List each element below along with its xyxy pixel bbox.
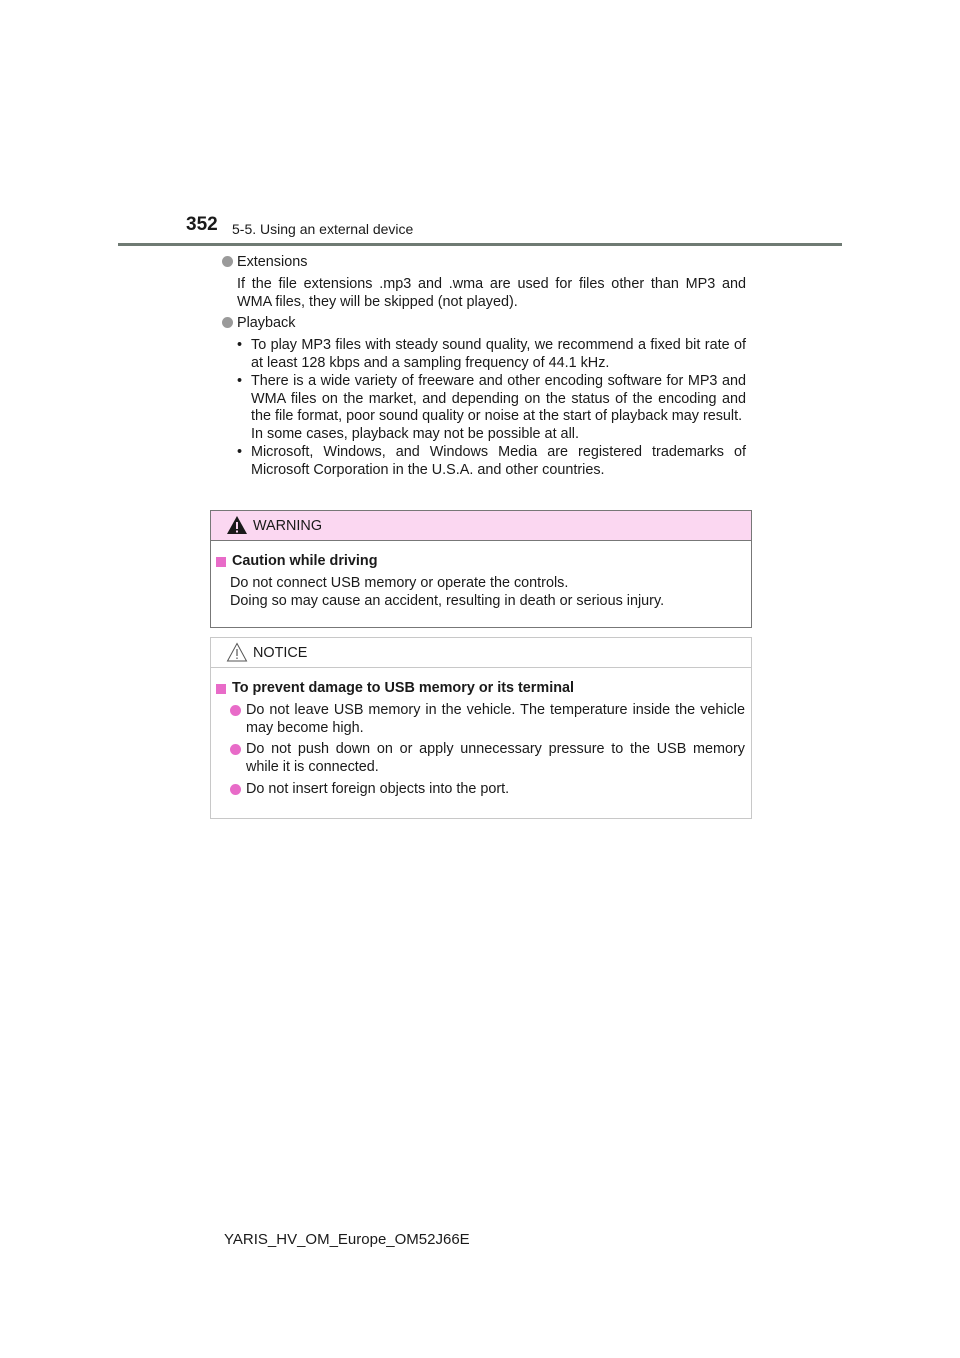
notice-item [216,702,751,738]
sub-item-text: There is a wide variety of freeware and other encoding software for MP3 and WMA files on the market, and depending on the status of the encoding and the file format, poor sound quality or noise at the start of playback may result. [251,372,746,425]
notice-triangle-icon [226,642,248,662]
warning-text: Doing so may cause an accident, resulting in death or serious injury. [230,592,665,609]
sub-bullet: • [237,443,243,460]
sub-item-text: In some cases, playback may not be possible at all. [251,426,579,443]
sub-item [237,444,746,480]
square-bullet-icon [216,557,226,567]
notice-heading: To prevent damage to USB memory or its terminal [232,680,574,696]
list-item-playback [222,315,746,479]
notice-body [211,668,751,799]
pink-bullet-icon [230,784,241,795]
sub-item-text: Microsoft, Windows, and Windows Media are registered trademarks of Microsoft Corporation in the U.S.A. and other countries. [251,443,746,478]
item-text: If the file extensions .mp3 and .wma are used for files other than MP3 and WMA files, they will be skipped (not played). [237,275,746,310]
notice-box [210,637,752,819]
sub-bullet: • [237,337,243,354]
item-title: Playback [237,315,296,332]
warning-triangle-icon [226,515,248,535]
warning-label: WARNING [253,518,323,534]
pink-bullet-icon [230,744,241,755]
square-bullet-icon [216,684,226,694]
main-content [222,254,746,484]
sub-item-text: To play MP3 files with steady sound quality, we recommend a fixed bit rate of at least 128 kbps and a sampling frequency of 44.1 kHz. [251,337,746,371]
warning-text: Do not connect USB memory or operate the controls. [230,574,569,591]
warning-box [210,510,752,628]
bullet-icon [222,317,233,328]
warning-body [211,541,751,610]
section-title: 5-5. Using an external device [232,221,414,237]
header-rule [118,243,842,246]
warning-header [211,511,751,541]
notice-item [216,741,751,777]
notice-label: NOTICE [253,645,308,661]
sub-bullet: • [237,372,243,389]
item-title: Extensions [237,254,308,270]
warning-heading: Caution while driving [232,553,378,569]
footer-doc-id: YARIS_HV_OM_Europe_OM52J66E [224,1231,470,1248]
sub-item [237,373,746,444]
pink-bullet-icon [230,705,241,716]
bullet-icon [222,256,233,267]
sub-list [222,337,746,479]
page-number: 352 [186,214,218,235]
sub-item [237,337,746,373]
notice-header [211,638,751,668]
notice-item [216,781,751,799]
notice-item-text: Do not push down on or apply unnecessary pressure to the USB memory while it is connected. [246,741,745,776]
notice-item-text: Do not leave USB memory in the vehicle. The temperature inside the vehicle may become high. [246,701,745,736]
list-item-extensions [222,254,746,311]
notice-item-text: Do not insert foreign objects into the port. [246,780,510,797]
